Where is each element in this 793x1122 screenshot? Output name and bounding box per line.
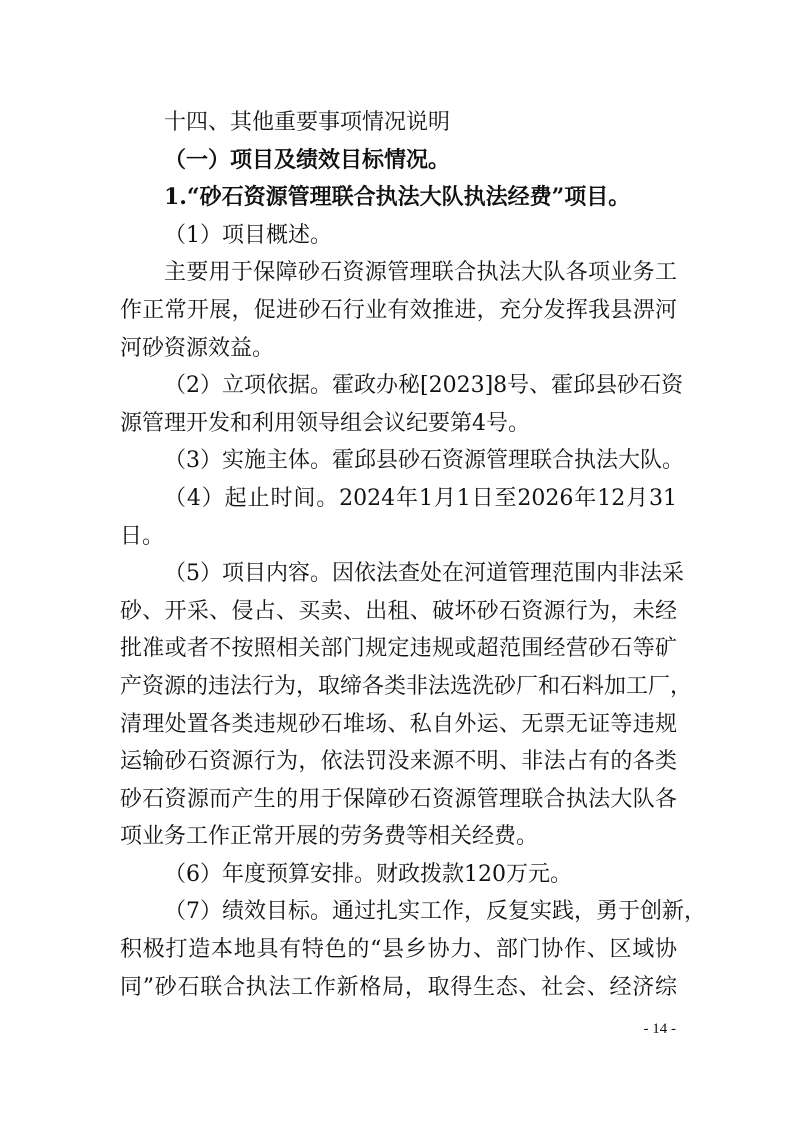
paragraph-line: （3）实施主体。霍邱县砂石资源管理联合执法大队。 bbox=[164, 448, 684, 474]
paragraph-line: 清理处置各类违规砂石堆场、私自外运、无票无证等违规 bbox=[120, 711, 677, 737]
paragraph-line: （5）项目内容。因依法查处在河道管理范围内非法采 bbox=[164, 561, 684, 587]
paragraph-line: （2）立项依据。霍政办秘[2023]8号、霍邱县砂石资 bbox=[164, 373, 684, 399]
paragraph-line: （6）年度预算安排。财政拨款120万元。 bbox=[164, 861, 572, 887]
subsection-heading: （一）项目及绩效目标情况。 bbox=[164, 146, 451, 173]
paragraph-line: 运输砂石资源行为，依法罚没来源不明、非法占有的各类 bbox=[120, 749, 677, 775]
paragraph-line: 砂、开采、侵占、买卖、出租、破坏砂石资源行为，未经 bbox=[120, 598, 677, 624]
project-heading: 1.“砂石资源管理联合执法大队执法经费”项目。 bbox=[164, 184, 631, 211]
paragraph-line: 积极打造本地具有特色的“县乡协力、部门协作、区域协 bbox=[120, 937, 677, 963]
paragraph-line: 河砂资源效益。 bbox=[120, 335, 275, 361]
paragraph-line: （1）项目概述。 bbox=[164, 222, 332, 248]
page-number: - 14 - bbox=[643, 1021, 676, 1037]
paragraph-line: 砂石资源而产生的用于保障砂石资源管理联合执法大队各 bbox=[120, 786, 677, 812]
paragraph-line: 产资源的违法行为，取缔各类非法选洗砂厂和石料加工厂， bbox=[120, 673, 693, 699]
paragraph-line: 项业务工作正常开展的劳务费等相关经费。 bbox=[120, 824, 539, 850]
paragraph-line: 日。 bbox=[120, 523, 165, 549]
paragraph-line: 源管理开发和利用领导组会议纪要第4号。 bbox=[120, 410, 530, 436]
paragraph-line: （7）绩效目标。通过扎实工作，反复实践，勇于创新， bbox=[164, 899, 706, 925]
paragraph-line: 同”砂石联合执法工作新格局，取得生态、社会、经济综 bbox=[120, 974, 677, 1000]
paragraph-line: 主要用于保障砂石资源管理联合执法大队各项业务工 bbox=[164, 260, 677, 286]
paragraph-line: （4）起止时间。2024年1月1日至2026年12月31 bbox=[164, 485, 677, 511]
section-heading: 十四、其他重要事项情况说明 bbox=[164, 110, 451, 135]
document-body bbox=[120, 104, 706, 1006]
paragraph-line: 作正常开展，促进砂石行业有效推进，充分发挥我县淠河 bbox=[120, 297, 677, 323]
paragraph-line: 批准或者不按照相关部门规定违规或超范围经营砂石等矿 bbox=[120, 636, 677, 662]
